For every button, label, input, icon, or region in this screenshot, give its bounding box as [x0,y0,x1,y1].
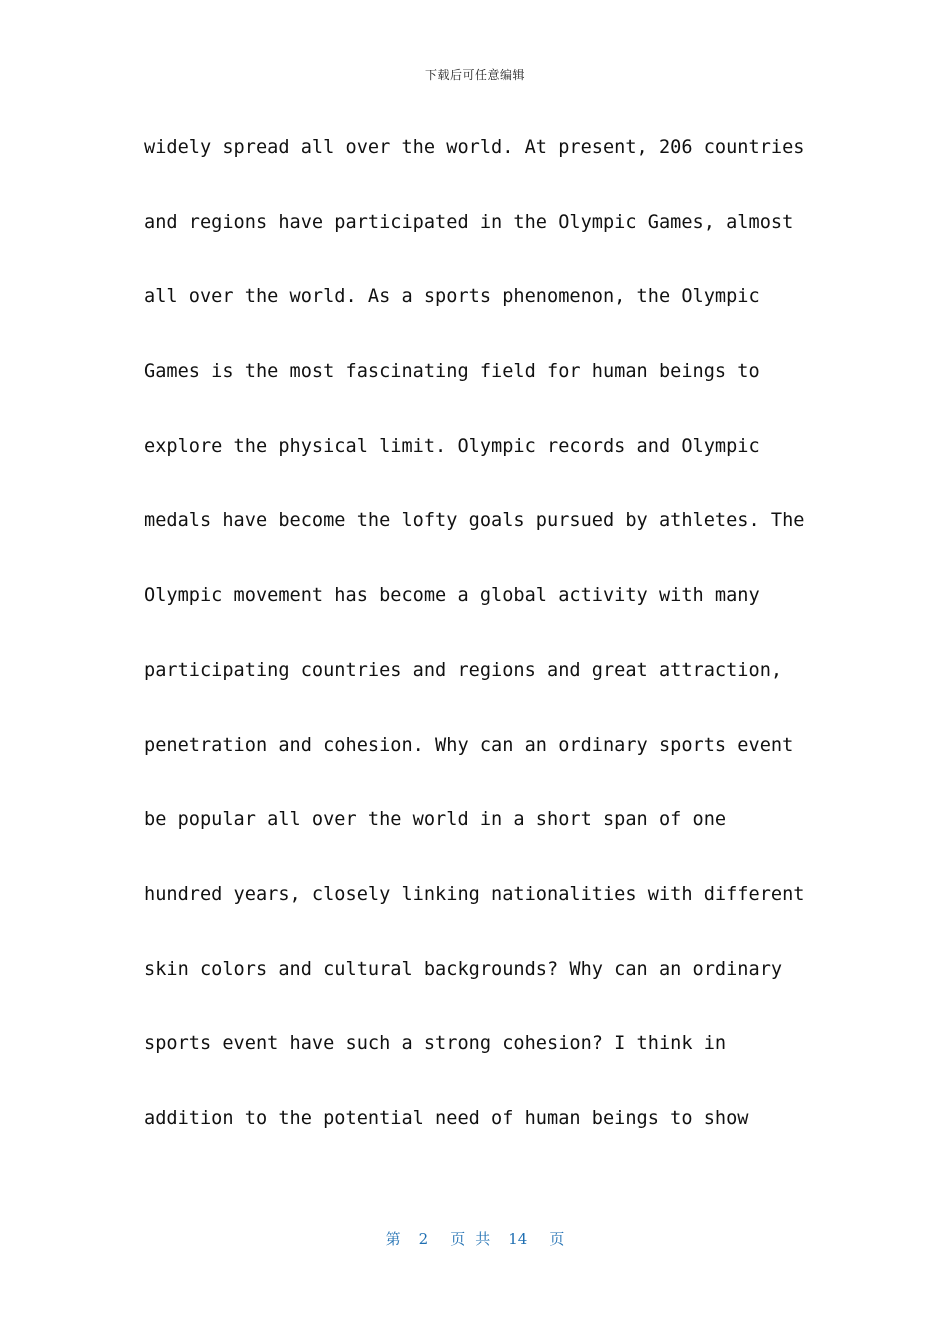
text-line: widely spread all over the world. At present, 206 countries [144,137,805,158]
text-line: addition to the potential need of human beings to show [144,1107,749,1129]
text-line: participating countries and regions and great attraction, [144,659,783,681]
text-line: be popular all over the world in a short span of one [144,809,727,831]
text-line: Olympic movement has become a global activity with many [144,585,760,607]
footer-page-word: 页 [450,1230,466,1248]
text-line: explore the physical limit. Olympic records and Olympic [144,435,760,457]
text-line: skin colors and cultural backgrounds? Why can an ordinary [144,958,783,980]
body-text [144,129,844,1175]
text-line: and regions have participated in the Olympic Games, almost [144,211,794,233]
text-line: hundred years, closely linking nationalities with different [144,883,805,905]
text-line: penetration and cohesion. Why can an ordinary sports event [144,734,794,756]
page-header: 下载后可任意编辑 [424,68,525,82]
footer-page-number: 2 [418,1230,429,1248]
text-line: Games is the most fascinating field for human beings to [144,361,760,383]
footer-total-word: 共 [475,1230,491,1248]
page-footer [0,1228,950,1249]
footer-di: 第 [385,1230,401,1248]
footer-total-pages: 14 [508,1230,528,1248]
text-line: medals have become the lofty goals pursued by athletes. The [144,510,805,532]
footer-page-word-end: 页 [549,1230,565,1248]
text-line: all over the world. As a sports phenomenon, the Olympic [144,286,760,308]
text-line: sports event have such a strong cohesion? I think in [144,1033,727,1055]
